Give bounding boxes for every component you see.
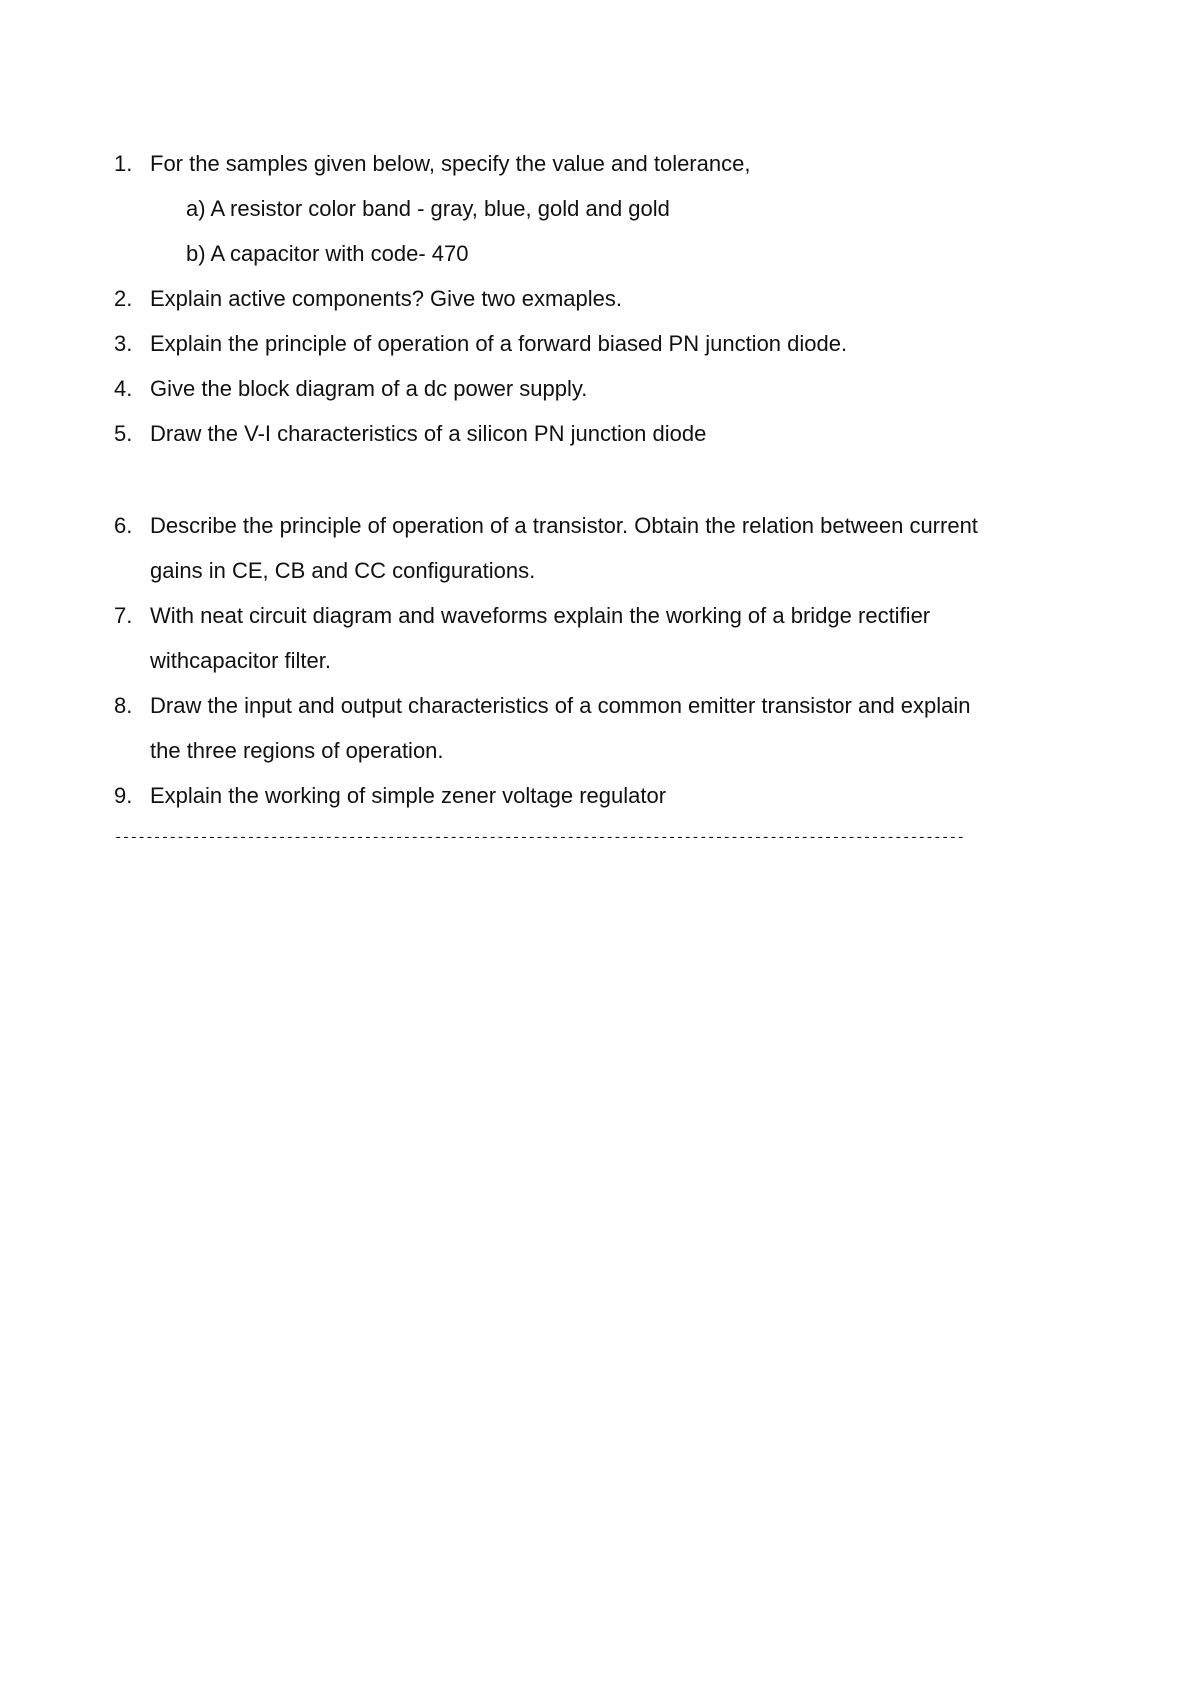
question-number: 3. (114, 331, 133, 356)
question-5 (114, 411, 706, 456)
question-text: With neat circuit diagram and waveforms explain the working of a bridge rectifier (150, 603, 931, 628)
question-7-continuation: withcapacitor filter. (150, 648, 331, 673)
question-8 (114, 683, 971, 728)
question-number: 1. (114, 151, 133, 176)
question-number: 8. (114, 693, 133, 718)
question-number: 6. (114, 513, 133, 538)
question-6-continuation: gains in CE, CB and CC configurations. (150, 558, 536, 583)
question-text: Explain the working of simple zener voltage regulator (150, 783, 667, 808)
question-text: Explain the principle of operation of a forward biased PN junction diode. (150, 331, 848, 356)
question-number: 2. (114, 286, 133, 311)
question-6 (114, 503, 978, 548)
question-number: 4. (114, 376, 133, 401)
question-text: Explain active components? Give two exmaples. (150, 286, 623, 311)
question-3 (114, 321, 847, 366)
question-9 (114, 773, 666, 818)
question-number: 7. (114, 603, 133, 628)
question-number: 9. (114, 783, 133, 808)
question-text: Draw the input and output characteristics of a common emitter transistor and explain (150, 693, 971, 718)
subitem-a: a) A resistor color band - gray, blue, gold and gold (186, 196, 670, 221)
question-1 (114, 141, 750, 186)
dashed-separator: ------------------------------------------------------------------------------------------------------------- (114, 830, 965, 846)
question-4 (114, 366, 587, 411)
question-text: Describe the principle of operation of a transistor. Obtain the relation between current (150, 513, 978, 538)
question-text: Draw the V-I characteristics of a silicon PN junction diode (150, 421, 707, 446)
question-text: For the samples given below, specify the value and tolerance, (150, 151, 751, 176)
question-8-continuation: the three regions of operation. (150, 738, 444, 763)
question-7 (114, 593, 930, 638)
question-text: Give the block diagram of a dc power supply. (150, 376, 588, 401)
question-2 (114, 276, 622, 321)
subitem-b: b) A capacitor with code- 470 (186, 241, 469, 266)
question-number: 5. (114, 421, 133, 446)
